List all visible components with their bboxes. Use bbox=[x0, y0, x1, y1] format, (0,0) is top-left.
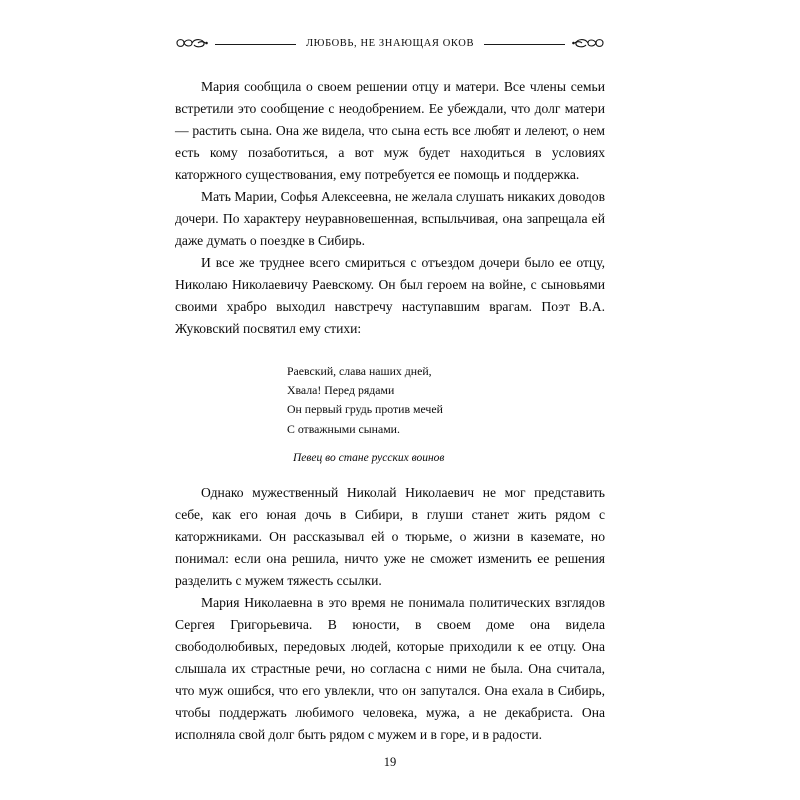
verse-block bbox=[175, 362, 605, 463]
verse-line: С отважными сынами. bbox=[287, 421, 400, 436]
verse-attribution: Певец во стане русских воинов bbox=[293, 451, 445, 464]
verse-line: Хвала! Перед рядами bbox=[287, 383, 395, 398]
paragraph: И все же труднее всего смириться с отъездом дочери было ее отцу, Николаю Николаевичу Раевскому. Он был героем на войне, с сыновьями своими храбро выходил навстречу наступавшим врагам. Поэт В.А. Жуковский посвятил ему стихи: bbox=[175, 255, 605, 337]
floral-ornament-icon bbox=[175, 36, 209, 50]
paragraph: Мать Марии, Софья Алексеевна, не желала слушать никаких доводов дочери. По характеру неуравновешенная, вспыльчивая, она запрещала ей даже думать о поездке в Сибирь. bbox=[175, 189, 605, 249]
body-text bbox=[175, 76, 605, 746]
running-head bbox=[175, 28, 605, 58]
paragraph: Мария Николаевна в это время не понимала политических взглядов Сергея Григорьевича. В юности, в своем доме она видела свободолюбивых, передовых людей, которые приходили к ее отцу. Она слышала их страстные речи, но согласна с ними не была. Она считала, что муж ошибся, что его увлекли, что он запутался. Она ехала в Сибирь, чтобы поддержать любимого человека, мужа, а не декабриста. Она исполняла свой долг быть рядом с мужем и в горе, и в радости. bbox=[175, 594, 605, 742]
page-title: ЛЮБОВЬ, НЕ ЗНАЮЩАЯ ОКОВ bbox=[305, 37, 475, 49]
header-rule-right bbox=[484, 44, 565, 45]
floral-ornament-icon bbox=[571, 36, 605, 50]
page-number: 19 bbox=[383, 755, 397, 769]
verse-line: Он первый грудь против мечей bbox=[287, 402, 443, 417]
header-rule-left bbox=[215, 44, 296, 45]
page-content-area bbox=[175, 28, 605, 788]
paragraph: Мария сообщила о своем решении отцу и матери. Все члены семьи встретили это сообщение с неодобрением. Ее убеждали, что долг матери — растить сына. Она же видела, что сына есть все любят и лелеют, о нем есть кому позаботиться, а вот муж будет находиться в условиях каторжного существования, ему потребуется ее помощь и поддержка. bbox=[175, 79, 605, 183]
paragraph: Однако мужественный Николай Николаевич не мог представить себе, как его юная дочь в Сибири, в глуши станет жить рядом с каторжниками. Он рассказывал ей о тюрьме, о жизни в каземате, но понимал: если она решила, ничто уже не сможет изменить ее решения разделить с мужем тяжесть ссылки. bbox=[175, 484, 605, 588]
verse-line: Раевский, слава наших дней, bbox=[287, 364, 432, 379]
